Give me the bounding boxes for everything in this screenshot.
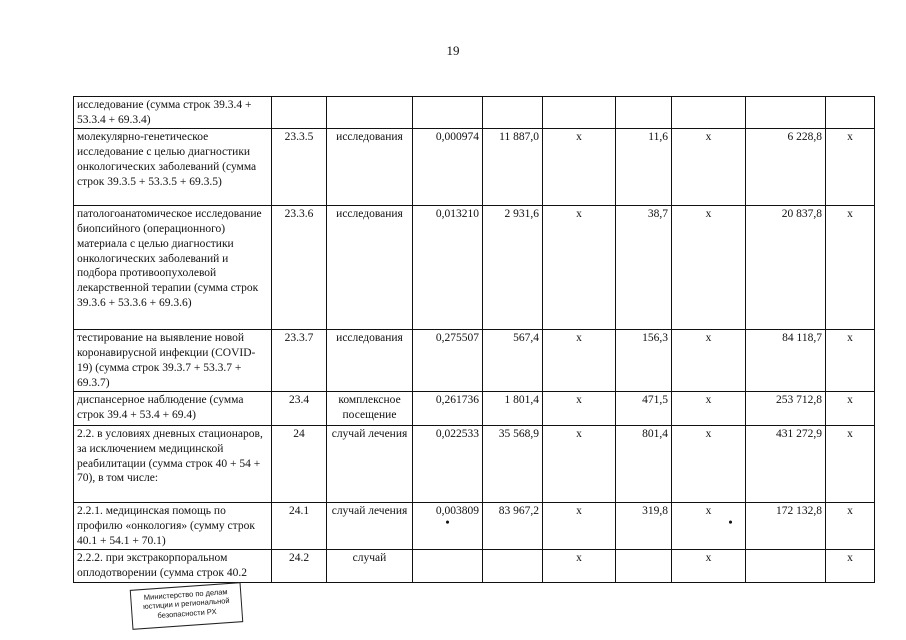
row-col9: 253 712,8 <box>746 392 826 426</box>
row-col8: x <box>672 550 746 582</box>
table-row <box>74 426 875 503</box>
row-code <box>272 97 327 129</box>
row-col8: x <box>672 206 746 330</box>
data-table <box>73 96 875 583</box>
row-col7 <box>616 550 672 582</box>
row-col7: 156,3 <box>616 330 672 392</box>
row-code: 24.2 <box>272 550 327 582</box>
row-cost: 83 967,2 <box>483 503 543 550</box>
row-col7: 11,6 <box>616 129 672 206</box>
row-norm: 0,275507 <box>413 330 483 392</box>
table-row <box>74 392 875 426</box>
row-col7: 471,5 <box>616 392 672 426</box>
row-col8 <box>672 97 746 129</box>
row-code: 23.3.6 <box>272 206 327 330</box>
row-unit: комплексное посещение <box>327 392 413 426</box>
row-col6: x <box>543 330 616 392</box>
row-col9: 172 132,8 <box>746 503 826 550</box>
row-cost: 11 887,0 <box>483 129 543 206</box>
row-unit <box>327 97 413 129</box>
row-cost: 1 801,4 <box>483 392 543 426</box>
row-unit: исследования <box>327 330 413 392</box>
ministry-stamp: Министерство по делам юстиции и региональной безопасности РХ <box>130 582 244 630</box>
row-norm: 0,013210 <box>413 206 483 330</box>
row-col7: 319,8 <box>616 503 672 550</box>
row-col6: x <box>543 550 616 582</box>
row-cost <box>483 97 543 129</box>
row-unit: случай лечения <box>327 503 413 550</box>
row-code: 24 <box>272 426 327 503</box>
table-row <box>74 330 875 392</box>
row-col7: 38,7 <box>616 206 672 330</box>
row-norm: 0,003809 <box>435 505 479 518</box>
row-col9: 84 118,7 <box>746 330 826 392</box>
row-cost: 35 568,9 <box>483 426 543 503</box>
row-name: молекулярно-генетическое исследование с целью диагностики онкологических заболеваний (сумма строк 39.3.5 + 53.3.5 + 69.3.5) <box>74 129 272 206</box>
row-col8: x <box>672 330 746 392</box>
table-row <box>74 550 875 582</box>
row-name: патологоанатомическое исследование биопсийного (операционного) материала с целью диагностики онкологических заболеваний и подбора противоопухолевой лекарственной терапии (сумма строк 39.3.6 + 53.3.6 + 69.3.6) <box>74 206 272 330</box>
row-norm-cell <box>413 503 483 550</box>
row-name: исследование (сумма строк 39.3.4 + 53.3.4 + 69.3.4) <box>74 97 272 129</box>
row-name: 2.2. в условиях дневных стационаров, за исключением медицинской реабилитации (сумма строк 40 + 54 + 70), в том числе: <box>74 426 272 503</box>
table-row <box>74 206 875 330</box>
row-name: диспансерное наблюдение (сумма строк 39.4 + 53.4 + 69.4) <box>74 392 272 426</box>
row-unit: исследования <box>327 129 413 206</box>
row-cost <box>483 550 543 582</box>
row-norm: 0,261736 <box>413 392 483 426</box>
row-name: 2.2.1. медицинская помощь по профилю «онкология» (сумму строк 40.1 + 54.1 + 70.1) <box>74 503 272 550</box>
dot-mark: • <box>728 517 733 530</box>
row-col10 <box>826 97 875 129</box>
row-col8: x <box>672 129 746 206</box>
row-col7 <box>616 97 672 129</box>
row-col10: x <box>826 392 875 426</box>
row-col10: x <box>826 503 875 550</box>
row-unit: случай лечения <box>327 426 413 503</box>
table-row <box>74 97 875 129</box>
row-col6: x <box>543 392 616 426</box>
row-code: 23.3.5 <box>272 129 327 206</box>
row-code: 23.3.7 <box>272 330 327 392</box>
row-col7: 801,4 <box>616 426 672 503</box>
row-col6 <box>543 97 616 129</box>
row-col9: 6 228,8 <box>746 129 826 206</box>
row-norm: 0,000974 <box>413 129 483 206</box>
row-col6: x <box>543 426 616 503</box>
row-cost: 567,4 <box>483 330 543 392</box>
row-col6: x <box>543 503 616 550</box>
row-col8: x <box>672 426 746 503</box>
row-col8-cell <box>672 503 746 550</box>
row-col6: x <box>543 206 616 330</box>
row-col10: x <box>826 426 875 503</box>
row-name: тестирование на выявление новой коронавирусной инфекции (COVID-19) (сумма строк 39.3.7 + 53.3.7 + 69.3.7) <box>74 330 272 392</box>
dot-mark: • <box>445 517 450 530</box>
table-row <box>74 503 875 550</box>
row-col9: 20 837,8 <box>746 206 826 330</box>
row-col10: x <box>826 129 875 206</box>
row-unit: исследования <box>327 206 413 330</box>
row-name: 2.2.2. при экстракорпоральном оплодотворении (сумма строк 40.2 <box>74 550 272 582</box>
row-col9: 431 272,9 <box>746 426 826 503</box>
row-col10: x <box>826 330 875 392</box>
row-col8: x <box>672 392 746 426</box>
row-col6: x <box>543 129 616 206</box>
row-cost: 2 931,6 <box>483 206 543 330</box>
row-col10: x <box>826 206 875 330</box>
row-code: 23.4 <box>272 392 327 426</box>
table-row <box>74 129 875 206</box>
row-col9 <box>746 97 826 129</box>
row-col8: x <box>705 505 712 518</box>
row-col10: x <box>826 550 875 582</box>
row-col9 <box>746 550 826 582</box>
row-code: 24.1 <box>272 503 327 550</box>
row-unit: случай <box>327 550 413 582</box>
row-norm <box>413 550 483 582</box>
row-norm <box>413 97 483 129</box>
page-number: 19 <box>446 43 460 58</box>
row-norm: 0,022533 <box>413 426 483 503</box>
